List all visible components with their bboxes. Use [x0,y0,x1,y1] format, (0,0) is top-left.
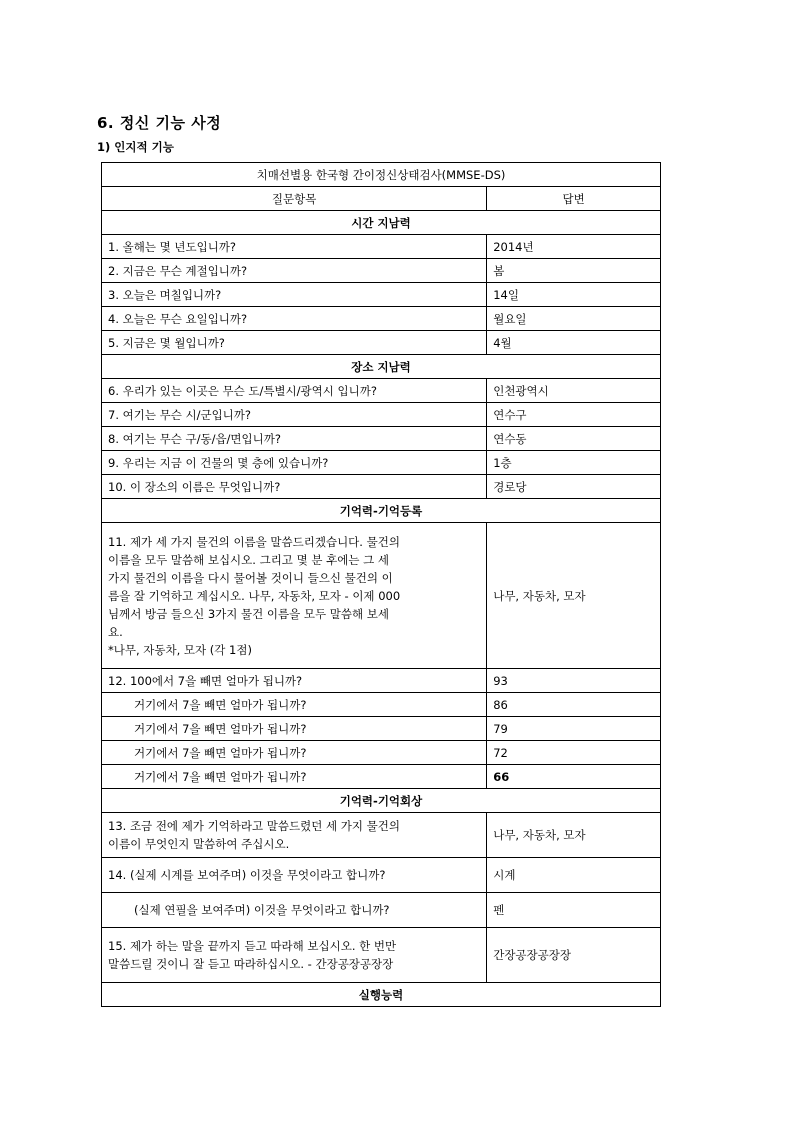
mmse-table [101,162,661,1007]
answer-cell: 경로당 [487,475,661,499]
answer-cell: 2014년 [487,235,661,259]
table-title-row [102,163,661,187]
question-line: 말씀드릴 것이니 잘 듣고 따라하십시오. - 간장공장공장장 [108,957,394,971]
answer-cell: 나무, 자동차, 모자 [487,523,661,669]
answer-cell: 인천광역시 [487,379,661,403]
answer-cell: 72 [487,741,661,765]
answer-cell: 펜 [487,893,661,928]
table-title: 치매선별용 한국형 간이정신상태검사(MMSE-DS) [102,163,661,187]
table-row [102,858,661,893]
question-cell: 거기에서 7을 빼면 얼마가 됩니까? [102,693,487,717]
header-answer: 답변 [487,187,661,211]
question-cell [102,928,487,983]
question-line: 이름을 모두 말씀해 보십시오. 그리고 몇 분 후에는 그 세 [108,552,389,567]
question-cell: 거기에서 7을 빼면 얼마가 됩니까? [102,717,487,741]
section-place: 장소 지남력 [102,355,661,379]
answer-cell: 간장공장공장장 [487,928,661,983]
question-cell: (실제 연필을 보여주며) 이것을 무엇이라고 합니까? [102,893,487,928]
answer-cell: 66 [487,765,661,789]
table-row [102,427,661,451]
answer-cell: 1층 [487,451,661,475]
question-cell: 2. 지금은 무슨 계절입니까? [102,259,487,283]
table-row [102,331,661,355]
question-line: 15. 제가 하는 말을 끝까지 듣고 따라해 보십시오. 한 번만 [108,939,397,953]
question-line: 요. [108,624,123,639]
answer-cell: 14일 [487,283,661,307]
question-cell: 1. 올해는 몇 년도입니까? [102,235,487,259]
table-row [102,928,661,983]
table-row [102,893,661,928]
question-cell [102,523,487,669]
question-cell: 10. 이 장소의 이름은 무엇입니까? [102,475,487,499]
section-row [102,499,661,523]
table-row [102,451,661,475]
answer-cell: 월요일 [487,307,661,331]
table-row [102,307,661,331]
question-line: 11. 제가 세 가지 물건의 이름을 말씀드리겠습니다. 물건의 [108,534,400,549]
section-memory-recall: 기억력-기억회상 [102,789,661,813]
section-memory-registration: 기억력-기억등록 [102,499,661,523]
header-question: 질문항목 [102,187,487,211]
question-cell: 거기에서 7을 빼면 얼마가 됩니까? [102,765,487,789]
table-row [102,283,661,307]
answer-cell: 연수동 [487,427,661,451]
question-cell: 8. 여기는 무슨 구/동/읍/면입니까? [102,427,487,451]
table-header-row [102,187,661,211]
question-cell: 5. 지금은 몇 월입니까? [102,331,487,355]
table-row [102,259,661,283]
question-cell [102,813,487,858]
answer-cell: 79 [487,717,661,741]
answer-cell: 나무, 자동차, 모자 [487,813,661,858]
table-row [102,379,661,403]
table-row [102,403,661,427]
answer-cell: 4월 [487,331,661,355]
table-row [102,741,661,765]
question-line: 름을 잘 기억하고 계십시오. 나무, 자동차, 모자 - 이제 000 [108,588,401,603]
answer-cell: 봄 [487,259,661,283]
question-cell: 3. 오늘은 며칠입니까? [102,283,487,307]
table-row [102,717,661,741]
question-line: 13. 조금 전에 제가 기억하라고 말씀드렸던 세 가지 물건의 [108,819,400,833]
section-time: 시간 지남력 [102,211,661,235]
answer-cell: 연수구 [487,403,661,427]
answer-cell: 93 [487,669,661,693]
section-executive: 실행능력 [102,983,661,1007]
table-row [102,669,661,693]
question-cell: 4. 오늘은 무슨 요일입니까? [102,307,487,331]
table-row [102,523,661,669]
question-cell: 9. 우리는 지금 이 건물의 몇 층에 있습니까? [102,451,487,475]
question-line: 님께서 방금 들으신 3가지 물건 이름을 모두 말씀해 보세 [108,606,389,621]
question-line: 이름이 무엇인지 말씀하여 주십시오. [108,837,290,851]
question-cell: 12. 100에서 7을 빼면 얼마가 됩니까? [102,669,487,693]
question-cell: 7. 여기는 무슨 시/군입니까? [102,403,487,427]
question-cell: 거기에서 7을 빼면 얼마가 됩니까? [102,741,487,765]
answer-cell: 시계 [487,858,661,893]
question-line: *나무, 자동차, 모자 (각 1점) [108,642,252,657]
question-cell: 14. (실제 시계를 보여주며) 이것을 무엇이라고 합니까? [102,858,487,893]
table-row [102,693,661,717]
subsection-title: 1) 인지적 기능 [97,140,174,154]
answer-cell: 86 [487,693,661,717]
question-cell: 6. 우리가 있는 이곳은 무슨 도/특별시/광역시 입니까? [102,379,487,403]
table-row [102,235,661,259]
section-row [102,355,661,379]
table-row [102,475,661,499]
section-title: 6. 정신 기능 사정 [97,114,222,132]
section-row [102,983,661,1007]
section-row [102,789,661,813]
table-row [102,765,661,789]
question-line: 가지 물건의 이름을 다시 물어볼 것이니 들으신 물건의 이 [108,570,393,585]
table-row [102,813,661,858]
section-row [102,211,661,235]
